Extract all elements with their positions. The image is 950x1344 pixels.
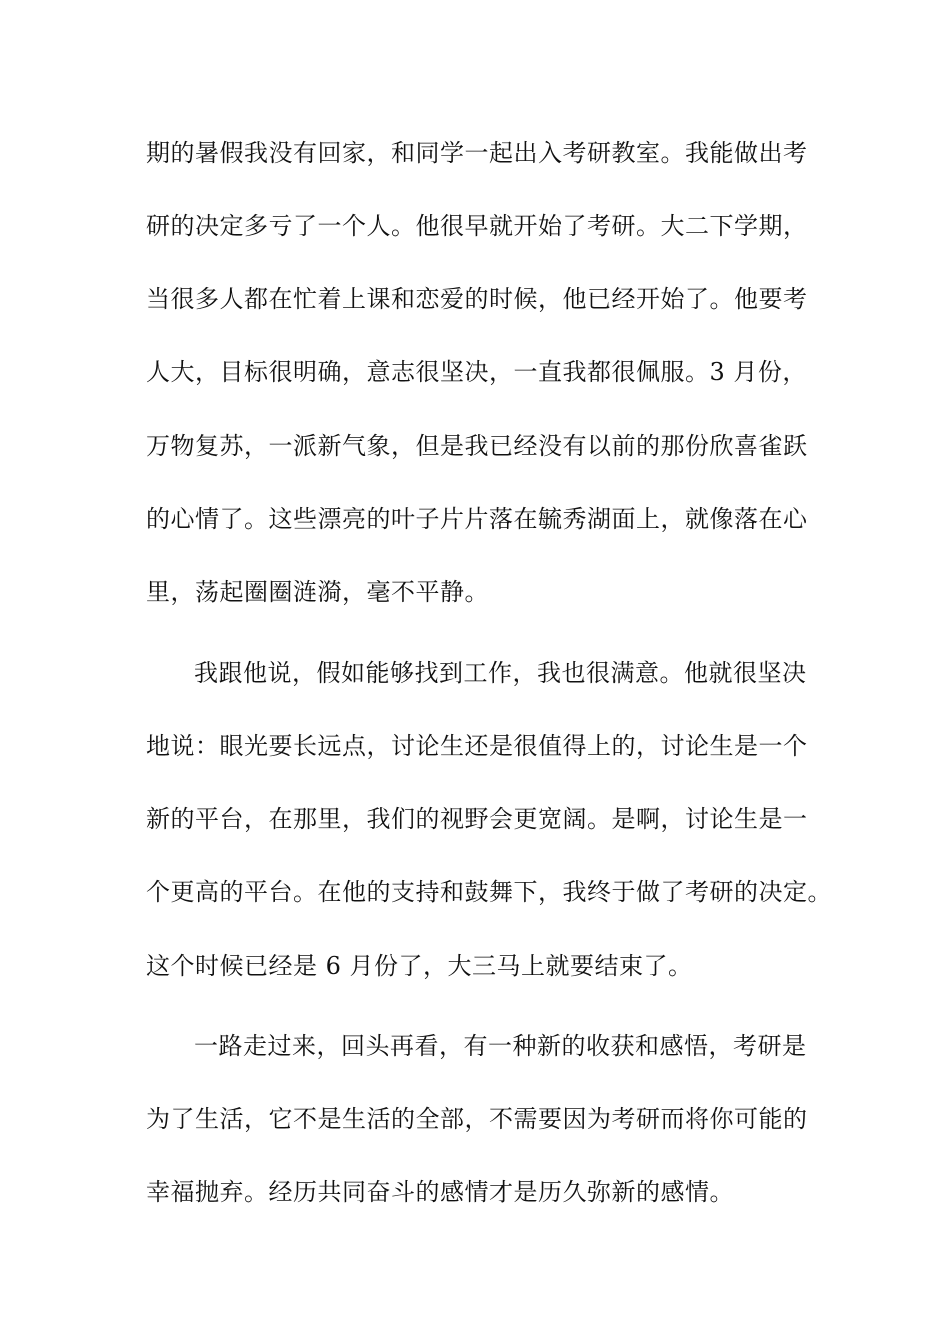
text-line: 万物复苏，一派新气象，但是我已经没有以前的那份欣喜雀跃 [146,432,808,460]
text-line: 地说：眼光要长远点，讨论生还是很值得上的，讨论生是一个 [146,732,808,760]
text-line: 个更高的平台。在他的支持和鼓舞下，我终于做了考研的决定。 [146,878,832,906]
text-line: 为了生活，它不是生活的全部，不需要因为考研而将你可能的 [146,1105,808,1133]
text-line: 新的平台，在那里，我们的视野会更宽阔。是啊，讨论生是一 [146,805,808,833]
text-line: 的心情了。这些漂亮的叶子片片落在毓秀湖面上，就像落在心 [146,505,808,533]
text-line: 研的决定多亏了一个人。他很早就开始了考研。大二下学期， [146,212,808,240]
text-line: 当很多人都在忙着上课和恋爱的时候，他已经开始了。他要考 [146,285,808,313]
text-line: 一路走过来，回头再看，有一种新的收获和感悟，考研是 [194,1032,807,1060]
text-line: 期的暑假我没有回家，和同学一起出入考研教室。我能做出考 [146,139,808,167]
text-line: 里，荡起圈圈涟漪，毫不平静。 [146,578,489,606]
text-line: 这个时候已经是 6 月份了，大三马上就要结束了。 [146,952,693,980]
text-line: 人大，目标很明确，意志很坚决，一直我都很佩服。3 月份， [146,358,807,386]
text-line: 我跟他说，假如能够找到工作，我也很满意。他就很坚决 [194,659,807,687]
text-line: 幸福抛弃。经历共同奋斗的感情才是历久弥新的感情。 [146,1178,734,1206]
